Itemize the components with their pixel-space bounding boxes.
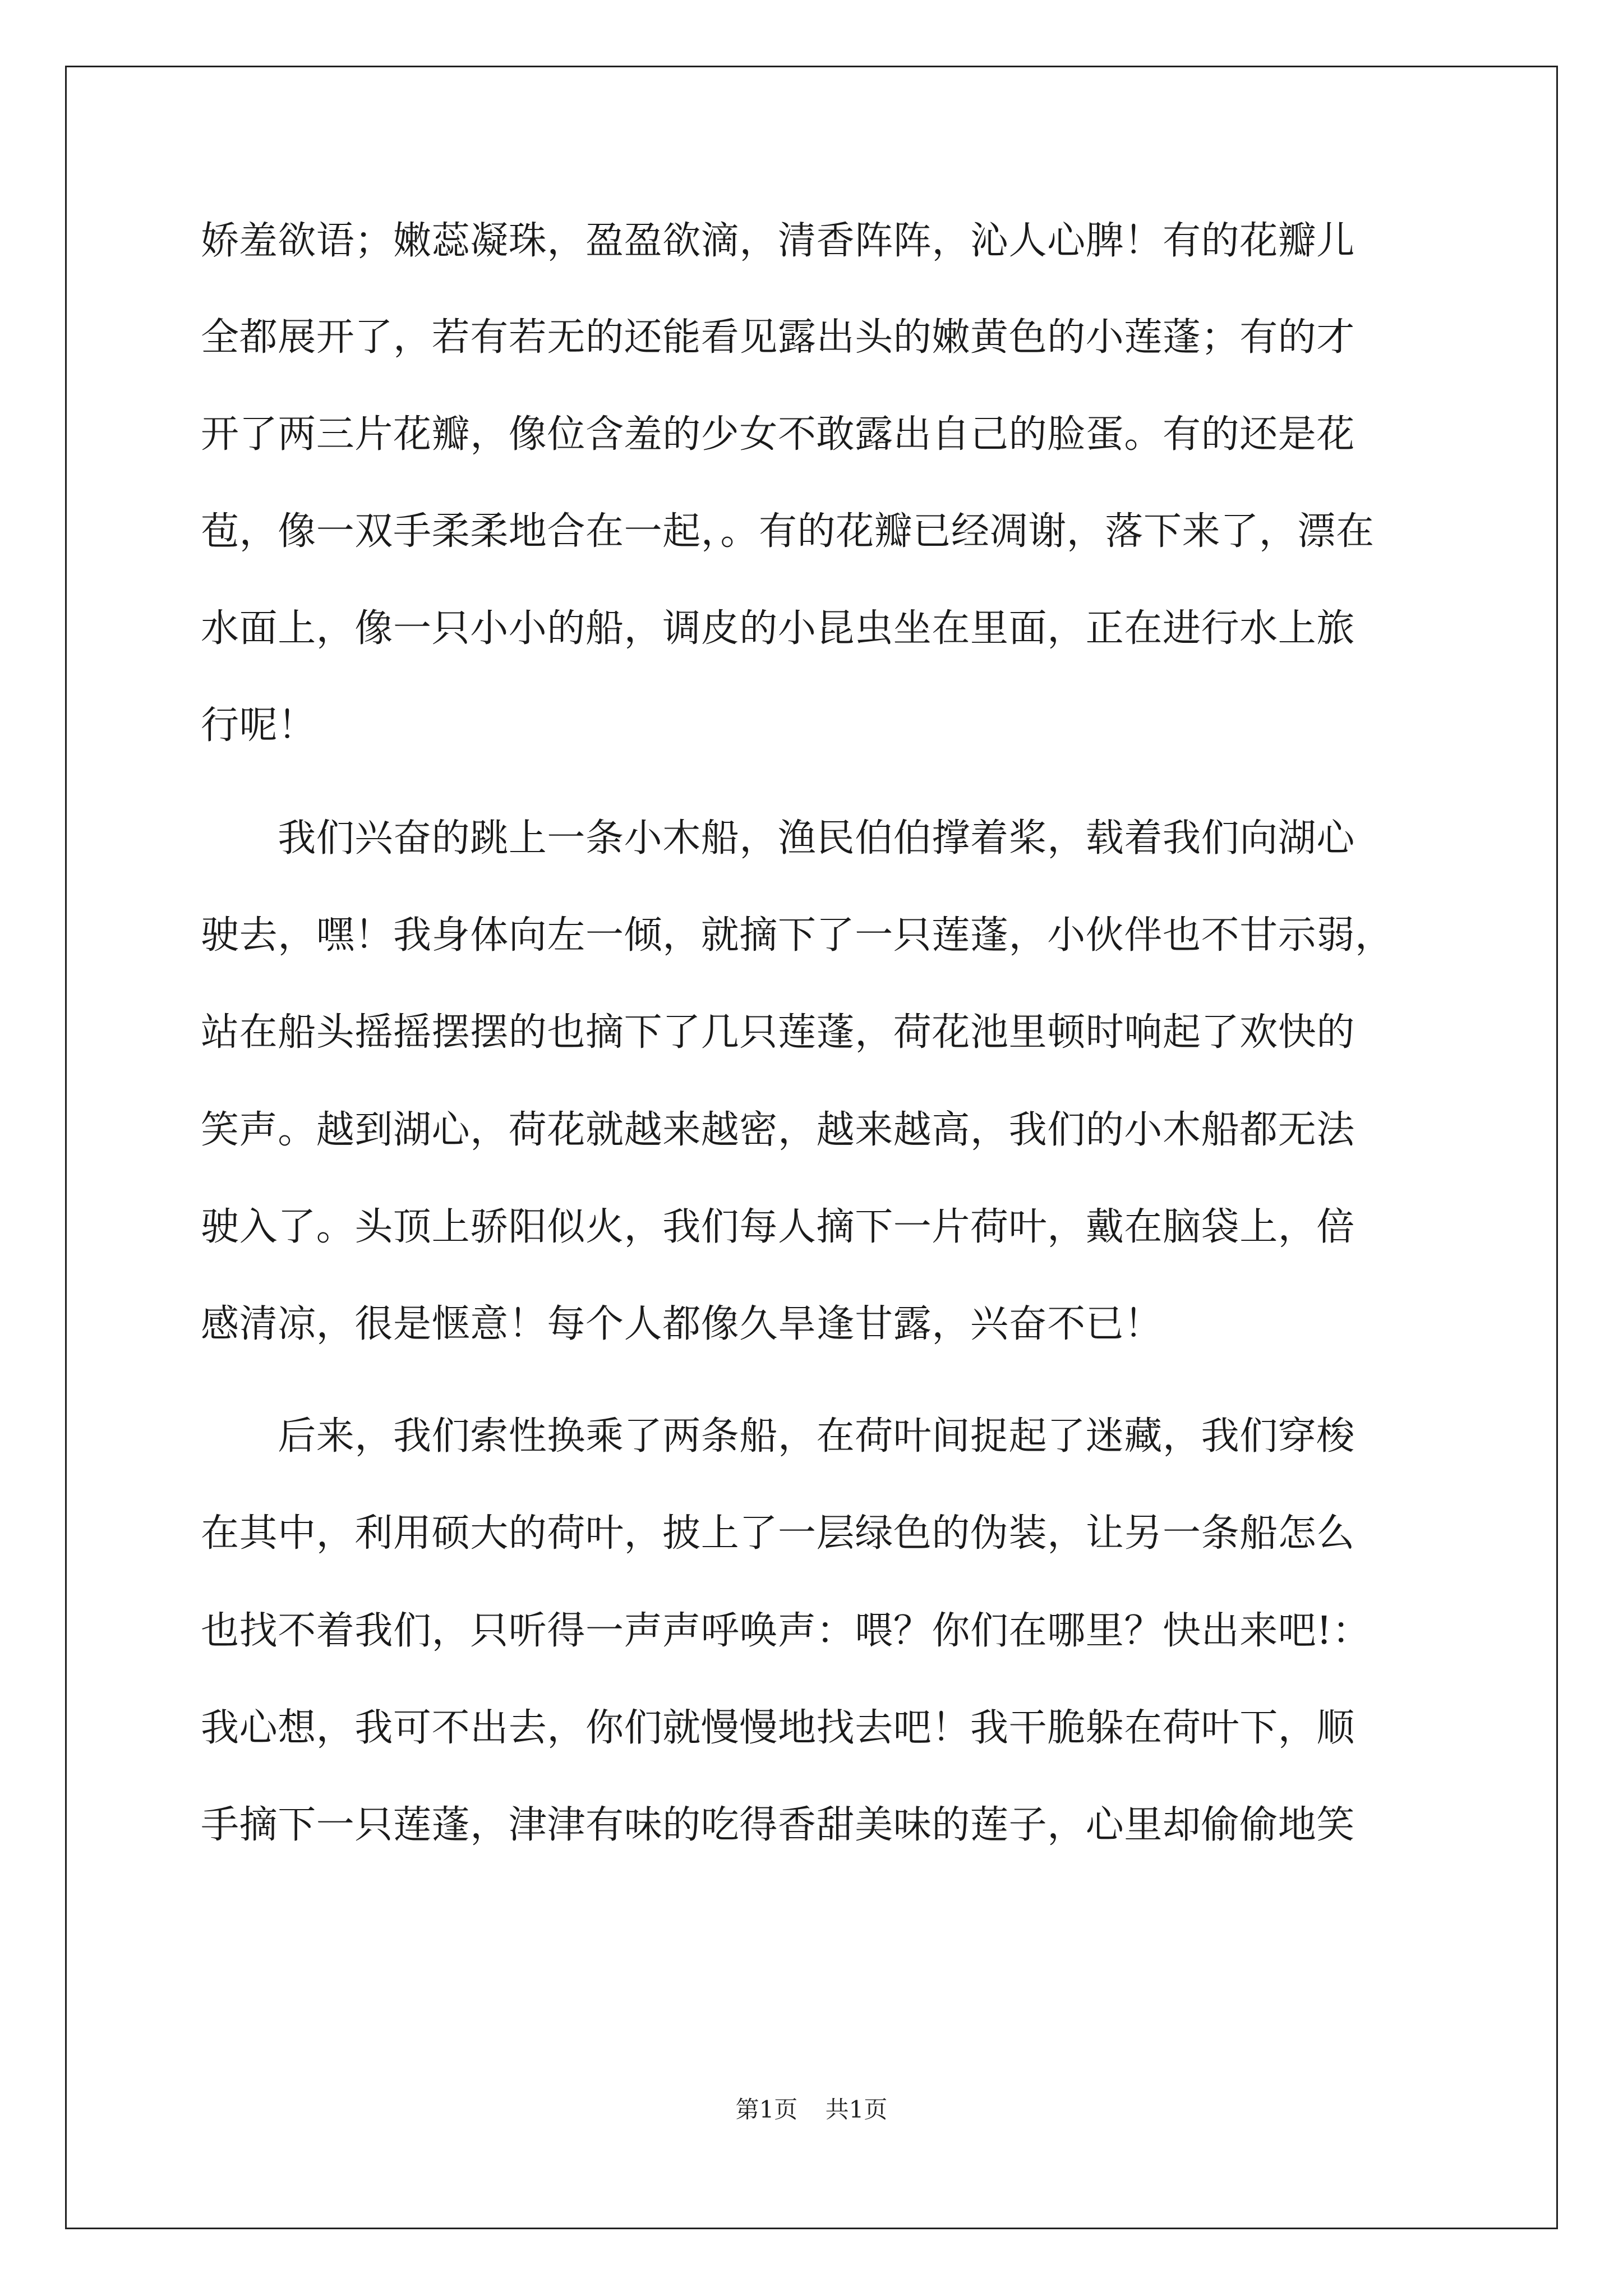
- text-line: 手摘下一只莲蓬，津津有味的吃得香甜美味的莲子，心里却偷偷地笑: [201, 1803, 1355, 1847]
- text-line: 在其中，利用硕大的荷叶，披上了一层绿色的伪装，让另一条船怎么: [201, 1511, 1355, 1556]
- text-line: 站在船头摇摇摆摆的也摘下了几只莲蓬，荷花池里顿时响起了欢快的: [201, 1010, 1355, 1055]
- text-line: 水面上，像一只小小的船，调皮的小昆虫坐在里面，正在进行水上旅: [201, 606, 1355, 651]
- text-line: 后来，我们索性换乘了两条船，在荷叶间捉起了迷藏，我们穿梭: [201, 1414, 1355, 1458]
- text-line: 全都展开了，若有若无的还能看见露出头的嫩黄色的小莲蓬；有的才: [201, 315, 1355, 360]
- text-line: 驶入了。头顶上骄阳似火，我们每人摘下一片荷叶，戴在脑袋上，倍: [201, 1205, 1355, 1249]
- text-line: 娇羞欲语；嫩蕊凝珠，盈盈欲滴，清香阵阵，沁人心脾！有的花瓣儿: [201, 219, 1355, 263]
- text-line: 我们兴奋的跳上一条小木船，渔民伯伯撑着桨，载着我们向湖心: [201, 816, 1355, 861]
- text-line: 开了两三片花瓣，像位含羞的少女不敢露出自己的脸蛋。有的还是花: [201, 412, 1355, 457]
- text-line: 苞，像一双手柔柔地合在一起，。有的花瓣已经凋谢，落下来了，漂在: [201, 509, 1375, 554]
- text-line: 行呢！: [201, 703, 316, 748]
- page-total: 共1页: [825, 2096, 888, 2123]
- page-number: 第1页: [735, 2096, 798, 2123]
- page-footer: [0, 2096, 1623, 2124]
- text-line: 感清凉，很是惬意！每个人都像久旱逢甘露，兴奋不已！: [201, 1302, 1163, 1346]
- text-line: 驶去，嘿！我身体向左一倾，就摘下了一只莲蓬，小伙伴也不甘示弱，: [201, 913, 1394, 958]
- text-line: 笑声。越到湖心，荷花就越来越密，越来越高，我们的小木船都无法: [201, 1108, 1355, 1152]
- text-line: 也找不着我们，只听得一声声呼唤声：喂？你们在哪里？快出来吧!：: [201, 1609, 1371, 1653]
- text-line: 我心想，我可不出去，你们就慢慢地找去吧！我干脆躲在荷叶下，顺: [201, 1706, 1355, 1750]
